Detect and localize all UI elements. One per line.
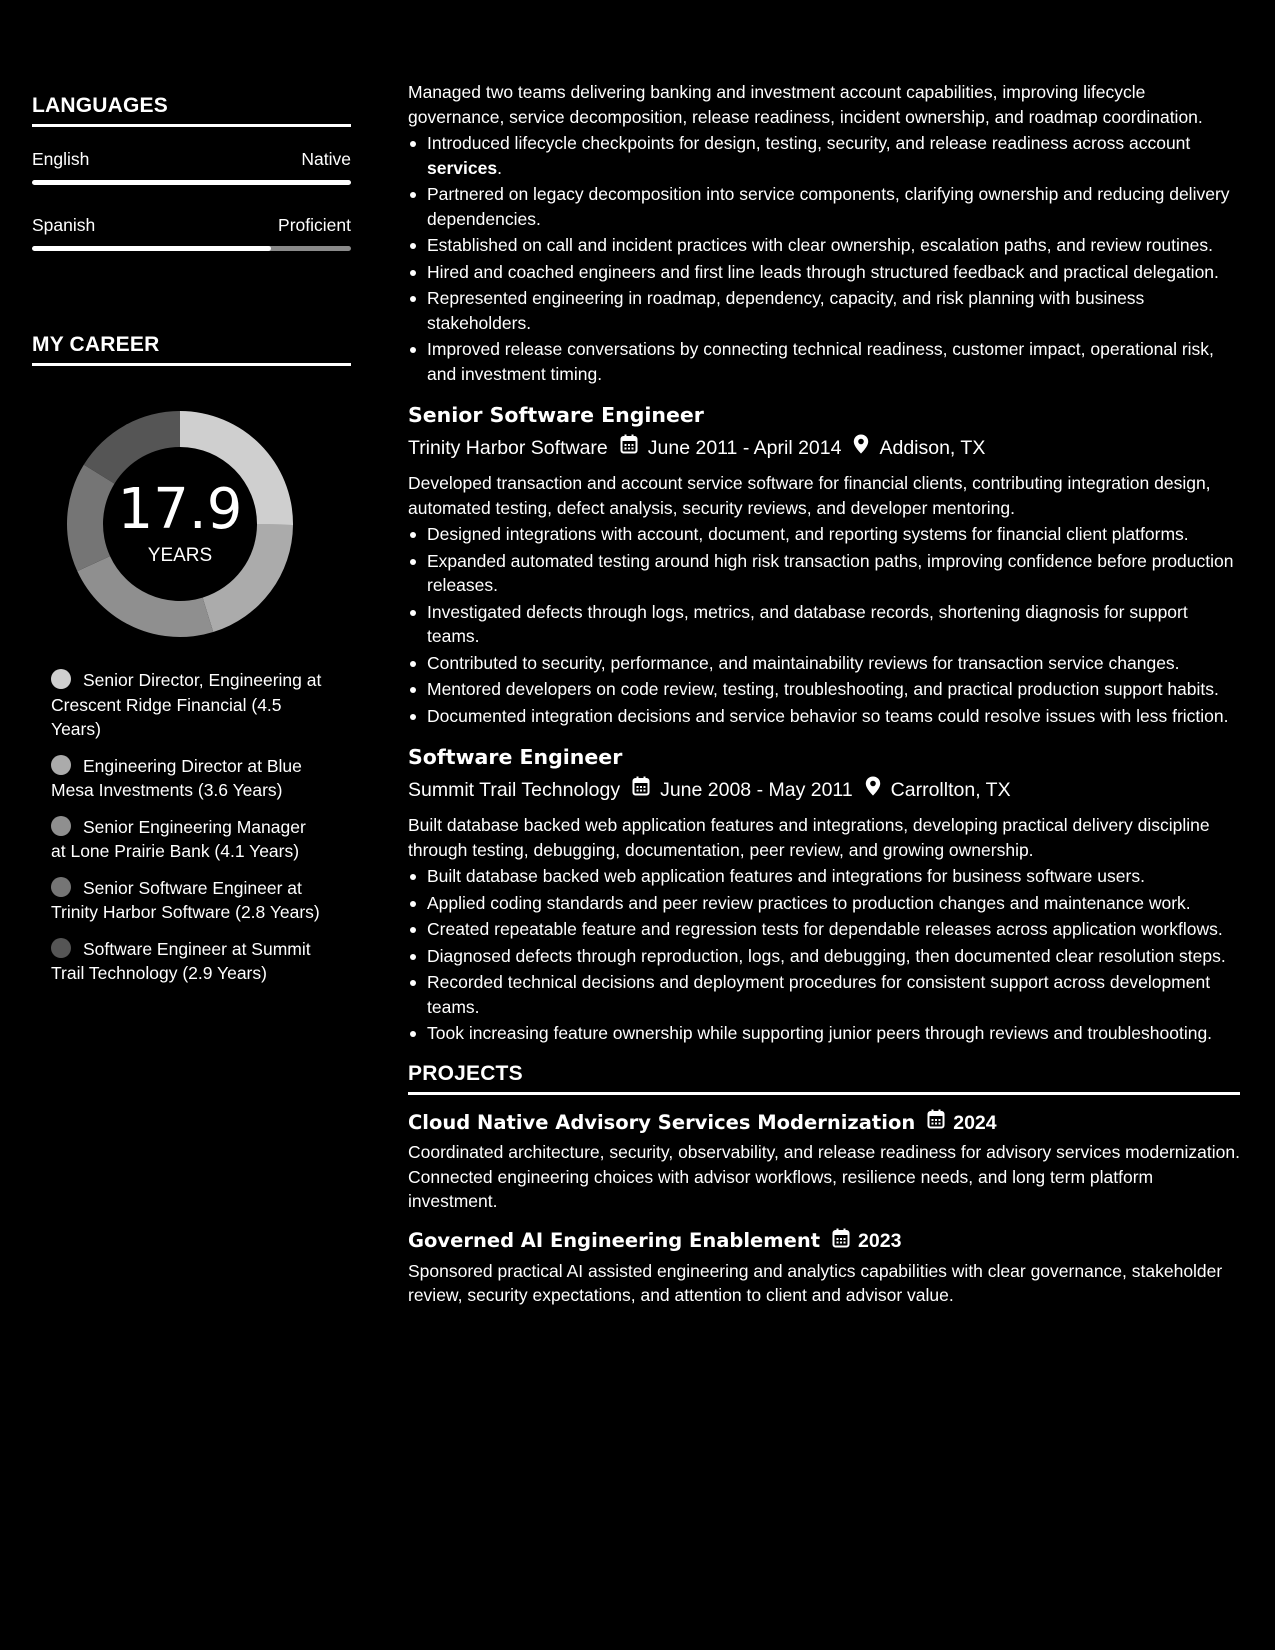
job-summary: Built database backed web application features and integrations, developing practical delivery discipline through testing, debugging, documentation, peer review, and growing ownership. [408,815,1210,860]
bullet-item: Created repeatable feature and regression tests for dependable releases across application workflows. [408,917,1240,942]
bullet-item: Hired and coached engineers and first line leads through structured feedback and practical delegation. [408,260,1240,285]
bullet-item: Expanded automated testing around high risk transaction paths, improving confidence before production releases. [408,549,1240,598]
career-donut-chart [66,410,294,638]
job-entry [408,402,1240,728]
legend-dot-icon [51,877,71,897]
projects-heading: PROJECTS [408,1062,1240,1096]
job-location: Carrollton, TX [890,778,1011,801]
role-summary: Managed two teams delivering banking and investment account capabilities, improving lifecycle governance, service decomposition, release readiness, incident ownership, and roadmap coordination. [408,82,1203,127]
bullet-item: Built database backed web application features and integrations for business software users. [408,864,1240,889]
role-bullets [408,131,1240,386]
project-description: Sponsored practical AI assisted engineering and analytics capabilities with clear governance, stakeholder review, security expectations, and attention to client and advisor value. [408,1260,1223,1305]
language-level-bar [32,246,351,251]
project-year: 2024 [953,1111,997,1134]
language-name: English [32,149,90,169]
calendar-icon [927,1109,945,1136]
bullet-item: Partnered on legacy decomposition into service components, clarifying ownership and reducing delivery dependencies. [408,182,1240,231]
job-summary: Developed transaction and account service software for financial clients, contributing integration design, automated testing, defect analysis, security reviews, and developer mentoring. [408,473,1211,518]
job-meta [408,776,1240,803]
project-title: Governed AI Engineering Enablement [408,1229,821,1252]
legend-dot-icon [51,938,71,958]
project-title: Cloud Native Advisory Services Modernization [408,1110,916,1134]
job-dates: June 2008 - May 2011 [660,778,853,801]
job-entry [408,744,1240,1046]
company-name: Summit Trail Technology [408,778,621,801]
project-entry [408,1228,1240,1308]
bullet-item: Established on call and incident practices with clear ownership, escalation paths, and review routines. [408,233,1240,258]
bullet-item: Diagnosed defects through reproduction, logs, and debugging, then documented clear resolution steps. [408,944,1240,969]
language-item [32,149,351,185]
languages-heading: LANGUAGES [32,94,351,127]
bullet-item: Applied coding standards and peer review practices to production changes and maintenance work. [408,891,1240,916]
job-title: Software Engineer [408,745,623,769]
job-title: Senior Software Engineer [408,403,704,427]
project-description: Coordinated architecture, security, observability, and release readiness for advisory services modernization. Connected engineering choices with advisor workflows, resilience needs, and long term platform investment. [408,1142,1240,1211]
bullet-item: Took increasing feature ownership while supporting junior peers through reviews and troubleshooting. [408,1021,1240,1046]
sidebar [32,94,351,998]
legend-item: Senior Engineering Manager at Lone Prairie Bank (4.1 Years) [51,816,306,861]
bullet-item: Designed integrations with account, document, and reporting systems for financial client platforms. [408,522,1240,547]
career-heading: MY CAREER [32,333,351,366]
job-dates: June 2011 - April 2014 [647,436,842,459]
job-bullets [408,864,1240,1046]
calendar-icon [632,776,650,803]
language-level: Native [301,149,351,169]
legend-item: Software Engineer at Summit Trail Technology (2.9 Years) [51,938,311,983]
language-item [32,215,351,251]
language-level-bar [32,180,351,185]
legend-item: Senior Software Engineer at Trinity Harbor Software (2.8 Years) [51,877,320,922]
career-total-years: 17.9 [117,477,243,542]
legend-item: Senior Director, Engineering at Crescent Ridge Financial (4.5 Years) [51,670,322,739]
calendar-icon [620,434,638,461]
bullet-item: Mentored developers on code review, testing, troubleshooting, and practical production support habits. [408,677,1240,702]
bullet-item: Improved release conversations by connecting technical readiness, customer impact, operational risk, and investment timing. [408,337,1240,386]
career-legend [32,668,322,986]
main-content [408,80,1240,1308]
bullet-item: Investigated defects through logs, metrics, and database records, shortening diagnosis for support teams. [408,600,1240,649]
bullet-item: Contributed to security, performance, and maintainability reviews for transaction service changes. [408,651,1240,676]
legend-item: Engineering Director at Blue Mesa Investments (3.6 Years) [51,755,302,800]
bullet-item: Recorded technical decisions and deployment procedures for consistent support across development teams. [408,970,1240,1019]
career-total-unit: YEARS [147,545,213,566]
bullet-item: Introduced lifecycle checkpoints for design, testing, security, and release readiness across account services. [408,131,1240,180]
legend-dot-icon [51,816,71,836]
legend-dot-icon [51,669,71,689]
bullet-item: Documented integration decisions and service behavior so teams could resolve issues with less friction. [408,704,1240,729]
project-year: 2023 [858,1230,902,1252]
language-level: Proficient [278,215,351,235]
location-pin-icon [865,776,881,803]
job-meta [408,434,1240,461]
bullet-item: Represented engineering in roadmap, dependency, capacity, and risk planning with business stakeholders. [408,286,1240,335]
company-name: Trinity Harbor Software [408,436,608,459]
calendar-icon [832,1228,850,1255]
job-bullets [408,522,1240,728]
project-entry [408,1109,1240,1214]
legend-dot-icon [51,755,71,775]
job-location: Addison, TX [879,436,986,459]
location-pin-icon [853,434,869,461]
language-name: Spanish [32,215,96,235]
